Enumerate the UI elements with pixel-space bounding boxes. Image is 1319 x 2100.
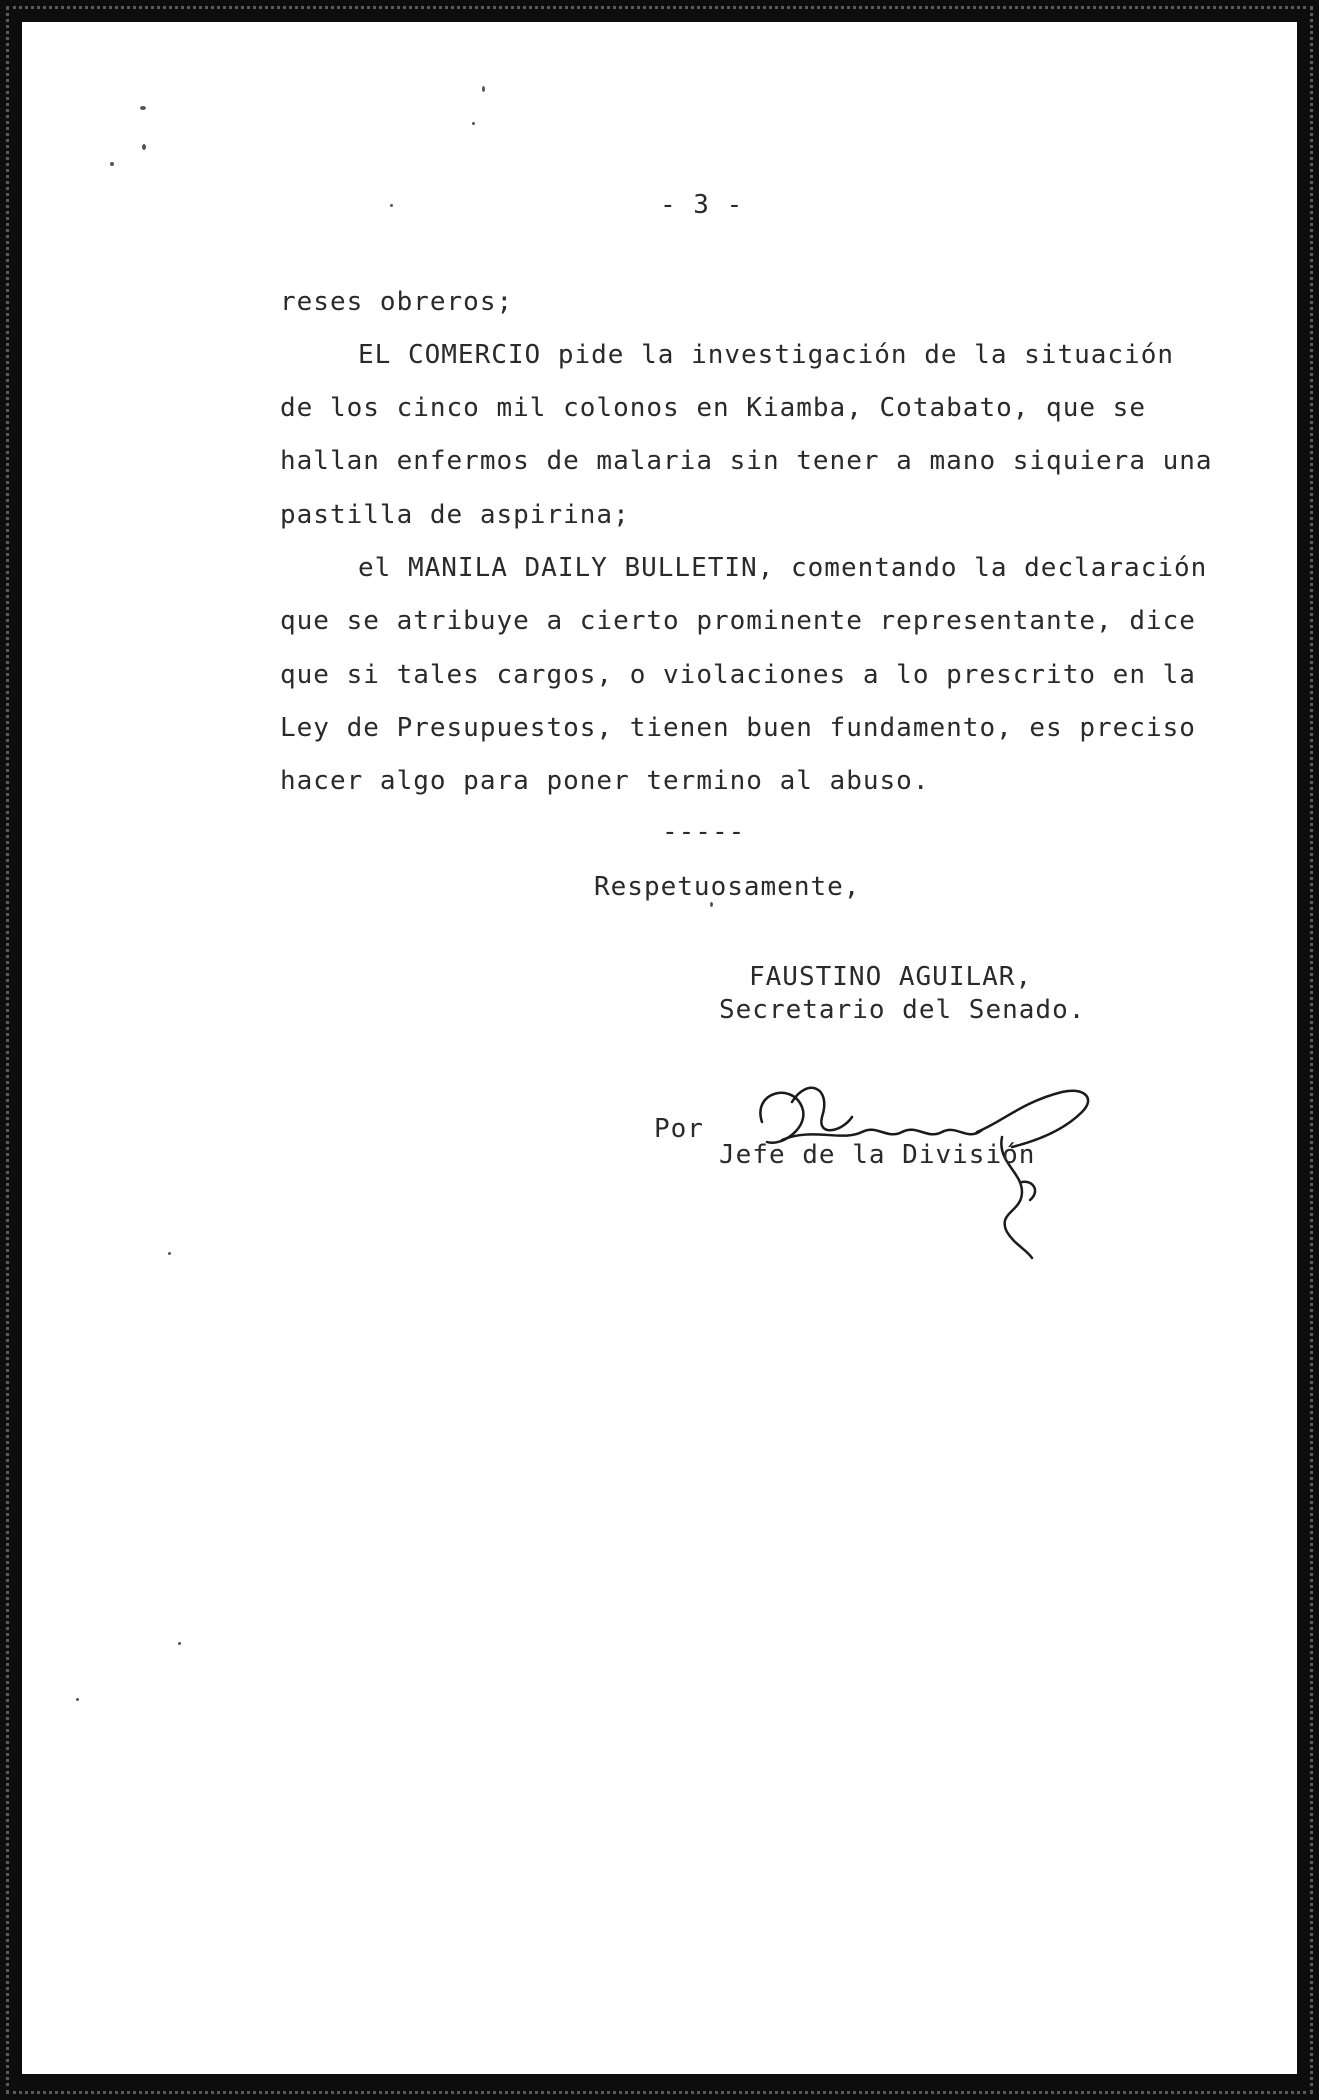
body-line: reses obreros; (280, 287, 514, 317)
ink-speck (140, 106, 146, 110)
ink-speck (178, 1642, 181, 1645)
body-line: hacer algo para poner termino al abuso. (280, 766, 930, 796)
body-line: que se atribuye a cierto prominente representante, dice (280, 606, 1196, 636)
page-number: - 3 - (660, 190, 744, 220)
document-page (22, 22, 1297, 2074)
ink-speck (710, 902, 713, 907)
signatory-title: Secretario del Senado. (719, 995, 1086, 1025)
ink-speck (482, 86, 485, 92)
ink-speck (110, 162, 114, 166)
body-line: hallan enfermos de malaria sin tener a mano siquiera una (280, 446, 1213, 476)
ink-speck (142, 144, 146, 150)
body-line: que si tales cargos, o violaciones a lo prescrito en la (280, 660, 1196, 690)
body-line: EL COMERCIO pide la investigación de la situación (358, 340, 1175, 370)
body-line: el MANILA DAILY BULLETIN, comentando la declaración (358, 553, 1208, 583)
por-label: Por (654, 1114, 704, 1144)
section-divider: ----- (662, 817, 746, 847)
ink-speck (472, 122, 475, 125)
body-line: Ley de Presupuestos, tienen buen fundamento, es preciso (280, 713, 1196, 743)
closing-salutation: Respetuosamente, (594, 872, 861, 902)
division-title: Jefe de la División (719, 1140, 1036, 1170)
ink-speck (390, 204, 393, 207)
ink-speck (168, 1252, 171, 1255)
body-line: pastilla de aspirina; (280, 500, 630, 530)
ink-speck (76, 1698, 79, 1701)
body-line: de los cinco mil colonos en Kiamba, Cotabato, que se (280, 393, 1146, 423)
signatory-name: FAUSTINO AGUILAR, (749, 962, 1033, 992)
